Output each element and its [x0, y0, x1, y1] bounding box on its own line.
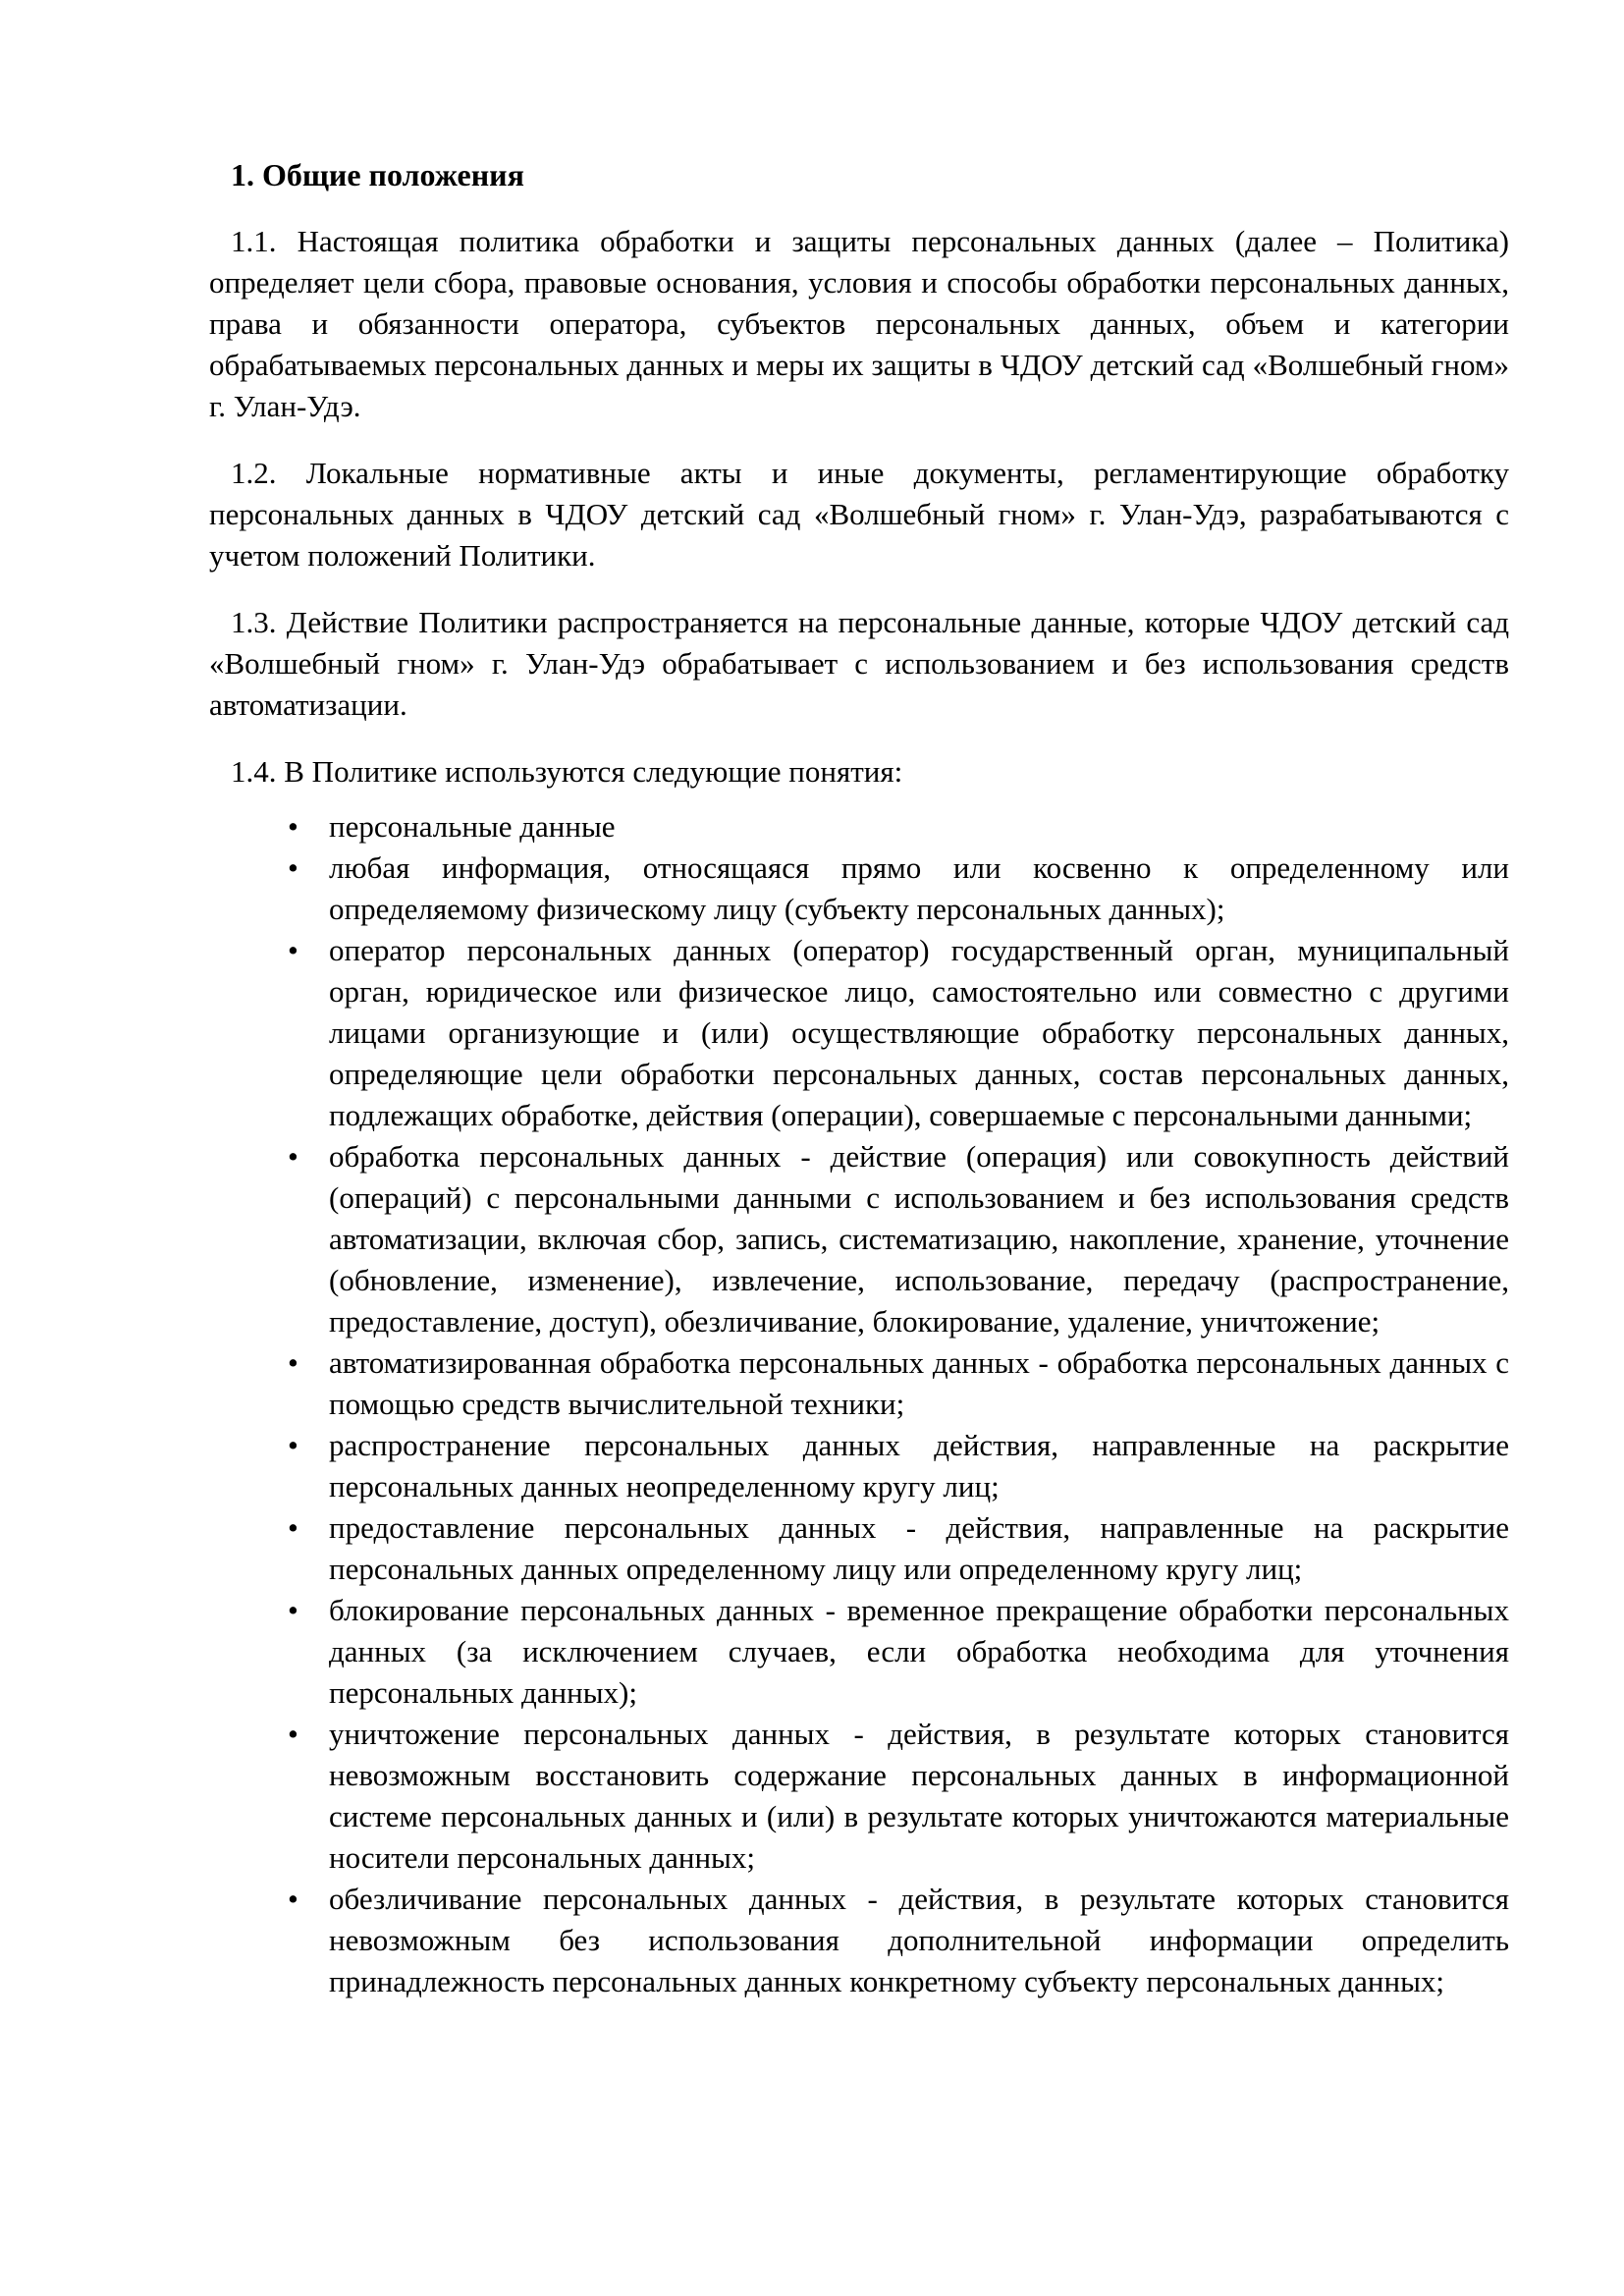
bullet-icon: •	[288, 933, 298, 967]
list-item-text: оператор персональных данных (оператор) государственный орган, муниципальный орган, юридическое или физическое лицо, самостоятельно или совместно с другими лицами организующие и (или) осуществляющие обработку персональных данных, определяющие цели обработки персональных данных, состав персональных данных, подлежащих обработке, действия (операции), совершаемые с персональными данными;	[329, 933, 1509, 1132]
list-item-text: обработка персональных данных - действие (операция) или совокупность действий (операций) с персональными данными с использованием и без использования средств автоматизации, включая сбор, запись, систематизацию, накопление, хранение, уточнение (обновление, изменение), извлечение, использование, передачу (распространение, предоставление, доступ), обезличивание, блокирование, удаление, уничтожение;	[329, 1139, 1509, 1339]
bullet-icon: •	[288, 1717, 298, 1751]
paragraph-1-2: 1.2. Локальные нормативные акты и иные документы, регламентирующие обработку персональных данных в ЧДОУ детский сад «Волшебный гном» г. Улан-Удэ, разрабатываются с учетом положений Политики.	[209, 456, 1509, 573]
list-item-text: обезличивание персональных данных - действия, в результате которых становится невозможным без использования дополнительной информации определить принадлежность персональных данных конкретному субъекту персональных данных;	[329, 1882, 1509, 1998]
list-item	[209, 930, 1509, 1136]
bullet-icon: •	[288, 809, 298, 844]
list-item-text: предоставление персональных данных - действия, направленные на раскрытие персональных данных определенному лицу или определенному кругу лиц;	[329, 1510, 1509, 1586]
list-item	[209, 1879, 1509, 2002]
section-heading: 1. Общие положения	[231, 157, 524, 192]
list-item-text: распространение персональных данных действия, направленные на раскрытие персональных данных неопределенному кругу лиц;	[329, 1428, 1509, 1503]
paragraph-1-3: 1.3. Действие Политики распространяется на персональные данные, которые ЧДОУ детский сад «Волшебный гном» г. Улан-Удэ обрабатывает с использованием и без использования средств автоматизации.	[209, 605, 1509, 722]
bullet-icon: •	[288, 850, 298, 885]
list-item	[209, 1136, 1509, 1342]
list-item-text: блокирование персональных данных - временное прекращение обработки персональных данных (за исключением случаев, если обработка необходима для уточнения персональных данных);	[329, 1593, 1509, 1710]
paragraph-1-1: 1.1. Настоящая политика обработки и защиты персональных данных (далее – Политика) определяет цели сбора, правовые основания, условия и способы обработки персональных данных, права и обязанности оператора, субъектов персональных данных, объем и категории обрабатываемых персональных данных и меры их защиты в ЧДОУ детский сад «Волшебный гном» г. Улан-Удэ.	[209, 224, 1509, 423]
bullet-icon: •	[288, 1593, 298, 1627]
bullet-icon: •	[288, 1510, 298, 1545]
bullet-icon: •	[288, 1882, 298, 1916]
list-item	[209, 1714, 1509, 1879]
list-item-text: уничтожение персональных данных - действия, в результате которых становится невозможным восстановить содержание персональных данных в информационной системе персональных данных и (или) в результате которых уничтожаются материальные носители персональных данных;	[329, 1717, 1509, 1875]
list-item	[209, 1342, 1509, 1425]
list-item	[209, 806, 1509, 847]
bullet-icon: •	[288, 1139, 298, 1174]
paragraph-1-4: 1.4. В Политике используются следующие понятия:	[231, 754, 903, 789]
list-item	[209, 1590, 1509, 1714]
list-item	[209, 847, 1509, 930]
list-item-text: любая информация, относящаяся прямо или косвенно к определенному или определяемому физическому лицу (субъекту персональных данных);	[329, 850, 1509, 926]
bullet-icon: •	[288, 1345, 298, 1380]
document-content	[209, 154, 1509, 2002]
list-item	[209, 1425, 1509, 1507]
list-item-text: персональные данные	[329, 809, 616, 844]
list-item	[209, 1507, 1509, 1590]
terms-list	[209, 806, 1509, 2002]
list-item-text: автоматизированная обработка персональных данных - обработка персональных данных с помощью средств вычислительной техники;	[329, 1345, 1509, 1421]
bullet-icon: •	[288, 1428, 298, 1462]
